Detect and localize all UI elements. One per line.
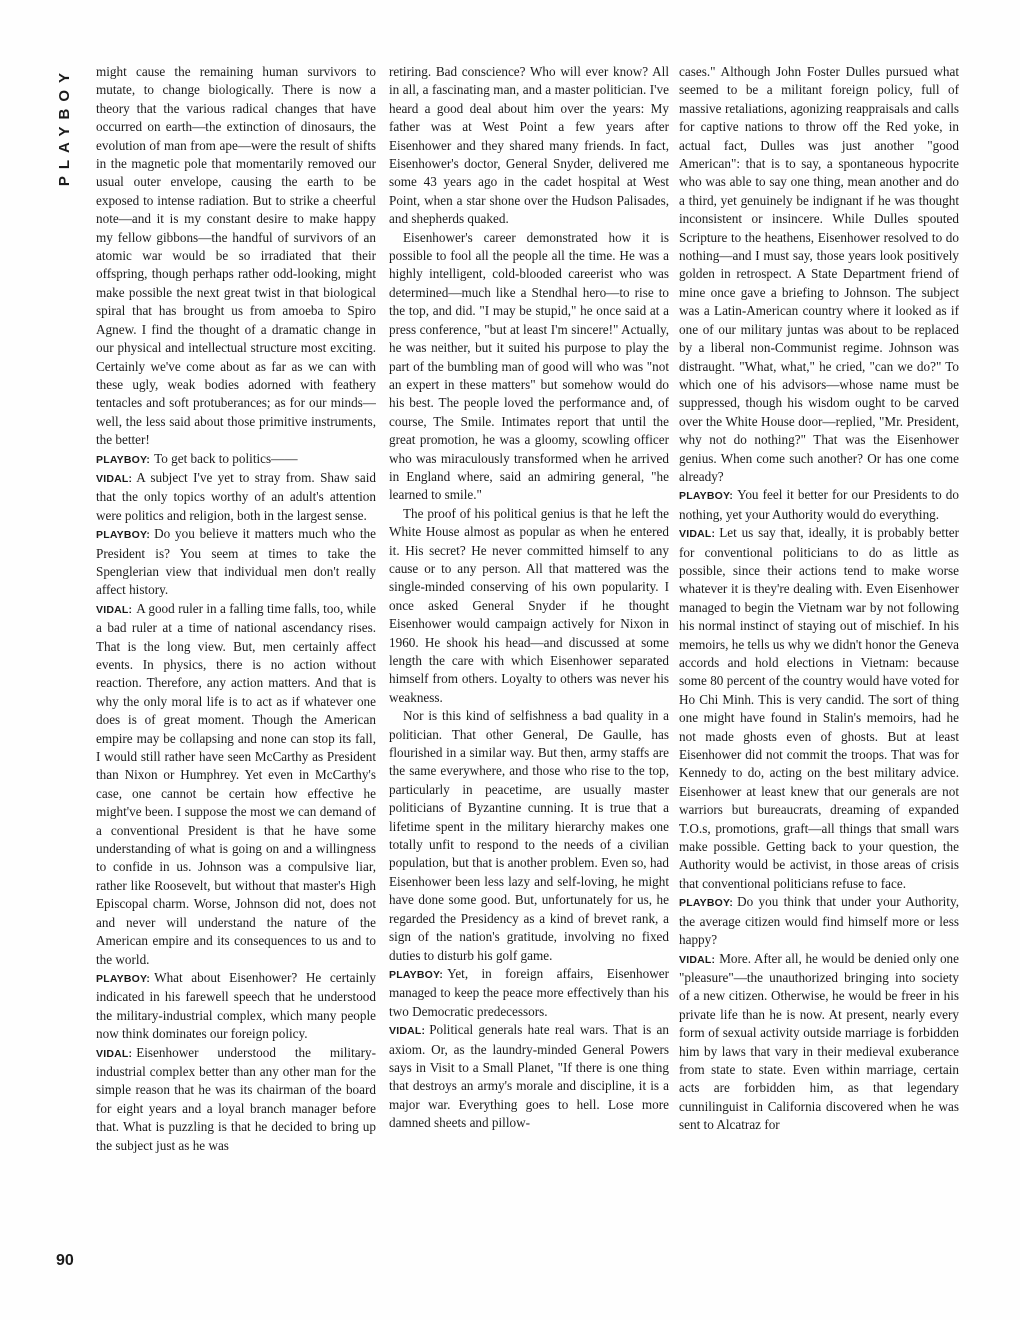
paragraph-text: Do you believe it matters much who the President is? You seem at times to take the Spenglerian view that individual men don't really affect history. xyxy=(96,526,376,598)
speaker-label: PLAYBOY: xyxy=(96,453,151,466)
paragraph-text: retiring. Bad conscience? Who will ever know? All in all, a fascinating man, and a master politician. I've heard a good deal about him over the years: My father was at West Point a few years after Eisenhower and they shared many friends. In fact, Eisenhower's doctor, General Snyder, delivered me some 43 years ago in the cadet hospital at West Point, when a star shone over the Hudson Palisades, and shepherds quaked. xyxy=(389,64,669,227)
paragraph xyxy=(96,600,376,969)
paragraph-text: A good ruler in a falling time falls, too, while a bad ruler at a time of national ascendancy rises. That is the long view. But, men certainly affect events. In physics, there is no action without reaction. Therefore, any action matters. And that is why the only moral life is to act as if whatever one does is of great moment. Though the American empire may be collapsing and none can stop its fall, I would still rather have seen McCarthy as President than Nixon or Humphrey. Yet even in McCarthy's case, one cannot be certain how effective he might've been. I suppose the most we can demand of a conventional President is that he have some understanding of what is going on and a willingness to confide in us. Johnson was a compulsive liar, rather like Roosevelt, but without that master's High Episcopal charm. Worse, Johnson did not, does not and never will understand the nature of the American empire and its consequences to us and to the world. xyxy=(96,600,376,967)
speaker-label: VIDAL: xyxy=(389,1025,426,1038)
paragraph-text: What about Eisenhower? He certainly indicated in his farewell speech that he understood the military-industrial complex, which many people now think dominates our foreign policy. xyxy=(96,969,376,1042)
paragraph xyxy=(96,1044,376,1155)
speaker-label: PLAYBOY: xyxy=(389,968,444,981)
paragraph xyxy=(389,965,669,1021)
speaker-label: PLAYBOY: xyxy=(96,972,151,985)
paragraph-text: Political generals hate real wars. That is an axiom. Or, as the laundry-minded General Powers says in Visit to a Small Planet, "If there is one thing that destroys an army's morale and discipline, it is a major war. Everything goes to hell. Lose more damned sheets and pillow- xyxy=(389,1022,669,1131)
speaker-label: VIDAL: xyxy=(96,472,133,485)
paragraph xyxy=(679,524,959,893)
paragraph xyxy=(96,450,376,469)
paragraph xyxy=(389,63,669,229)
paragraph xyxy=(389,1021,669,1132)
paragraph xyxy=(679,950,959,1135)
paragraph-text: cases." Although John Foster Dulles pursued what seemed to be a militant foreign policy, full of massive retaliations, agonizing reappraisals and calls for captive nations to throw off the Red yoke, in actual fact, Dulles was just another "good American": that is to say, a spontaneous hypocrite who was able to say one thing, mean another and do a third, yet genuinely be indignant if he was thought inconsistent or insincere. While Dulles spouted Scripture to the heathens, Eisenhower resolved to do nothing—and I must say, those years look positively golden in retrospect. A State Department friend of mine once gave a briefing to Johnson. The subject was a Latin-American country where it looked as if one of our military juntas was about to be replaced by a liberal non-Communist regime. Johnson was distraught. "What, what," he cried, "can we do?" To which one of his advisors—whose name must be suppressed, though his wisdom ought to be carved over the White House door—replied, "Mr. President, why not do nothing?" That was the Eisenhower genius. When come such another? Or has one come already? xyxy=(679,64,959,484)
text-column-2 xyxy=(389,63,669,1273)
paragraph-text: Yet, in foreign affairs, Eisenhower managed to keep the peace more effectively than his two Democratic predecessors. xyxy=(389,965,669,1019)
paragraph-text: Do you think that under your Authority, the average citizen would find himself more or less happy? xyxy=(679,894,959,948)
magazine-name: PLAYBOY xyxy=(56,66,73,187)
paragraph-text: Eisenhower understood the military-industrial complex better than any other man for the simple reason that he was its chairman of the board for eight years and a loyal branch manager before that. What is puzzling is that he decided to bring up the subject just as he was xyxy=(96,1044,376,1153)
paragraph xyxy=(96,969,376,1044)
paragraph xyxy=(389,505,669,707)
paragraph xyxy=(96,469,376,525)
paragraph-text: Eisenhower's career demonstrated how it is possible to fool all the people all the time. He was a highly intelligent, cold-blooded careerist who was determined—much like a Stendhal hero—to rise to the top, and did. "I may be stupid," he once said at a press conference, "but at least I'm sincere!" Actually, he was neither, but it suited his purpose to play the part of the bumbling man of good will who was "not an expert in these matters" but somehow would do his best. The people loved the performance and, of course, The Smile. Intimates report that until the great promotion, he was a gloomy, scowling officer who was miraculously transformed when he arrived in England where, said an admiring general, "he learned to smile." xyxy=(389,229,669,503)
paragraph xyxy=(679,893,959,949)
paragraph-text: might cause the remaining human survivors to mutate, to change biologically. There is now a theory that the various radical changes that have occurred on earth—the extinction of dinosaurs, the evolution of man from ape—were the result of shifts in the magnetic pole that momentarily removed our usual outer envelope, causing the earth to be exposed to intense radiation. But to strike a cheerful note—and it is my constant desire to make happy my fellow gibbons—the handful of survivors of an atomic war would be so irradiated that their offspring, though perhaps rather odd-looking, might make possible the next great twist in that biological spiral that has brought us from amoeba to Spiro Agnew. I find the thought of a dramatic change in our physical and intellectual structure most exciting. Certainly we've come about as far as we can with these ugly, weak bodies adorned with feathery tentacles and soft protuberances; as for our minds—well, the less said about those primitive instruments, the better! xyxy=(96,64,376,448)
paragraph-text: The proof of his political genius is that he left the White House almost as popular as when he entered it. His secret? He never committed himself to any cause or to any person. All that mattered was the single-minded conserving of his own popularity. I once asked General Snyder if he thought Eisenhower would campaign actively for Nixon in 1960. He shook his head—and discussed at some length the care with which Eisenhower separated himself from others. Loyalty to others was never his weakness. xyxy=(389,505,669,705)
speaker-label: VIDAL: xyxy=(679,528,716,541)
speaker-label: PLAYBOY: xyxy=(96,529,151,542)
paragraph-text: You feel it better for our Presidents to do nothing, yet your Authority would do everything. xyxy=(679,487,959,522)
text-column-3 xyxy=(679,63,959,1273)
speaker-label: VIDAL: xyxy=(679,953,716,966)
paragraph xyxy=(96,63,376,450)
paragraph-text: A subject I've yet to stray from. Shaw said that the only topics worthy of an adult's attention were politics and religion, both in the largest sense. xyxy=(96,469,376,523)
paragraph-text: More. After all, he would be denied only one "pleasure"—the unauthorized bringing into society of a new citizen. Otherwise, he would be freer in his private life than he is now. At present, nearly every form of sexual activity outside marriage is forbidden him by laws that vary in their medieval exuberance from state to state. Even within marriage, certain acts are forbidden him, as that legendary cunnilinguist in California discovered when he was sent to Alcatraz for xyxy=(679,950,959,1133)
paragraph-text: Nor is this kind of selfishness a bad quality in a politician. That other General, De Gaulle, has flourished in a similar way. But then, army staffs are the same everywhere, and those who rise to the top, particularly in peacetime, are usually master politicians of Byzantine cunning. It is true that a lifetime spent in the military hierarchy makes one totally unfit to respond to the needs of a civilian population, but that is another problem. Even so, had Eisenhower been less lazy and self-loving, he might have done some good. But, unfortunately for us, he regarded the Presidency as a kind of brevet rank, a sign of the nation's gratitude, involving no fixed duties to disturb his golf game. xyxy=(389,708,669,963)
page-number: 90 xyxy=(56,1252,74,1269)
speaker-label: PLAYBOY: xyxy=(679,897,734,910)
paragraph xyxy=(679,63,959,486)
paragraph xyxy=(389,707,669,965)
text-column-1 xyxy=(96,63,376,1273)
paragraph xyxy=(679,486,959,524)
speaker-label: VIDAL: xyxy=(96,1047,133,1060)
paragraph-text: Let us say that, ideally, it is probably better for conventional politicians to do as little as possible, since their actions tend to make worse whatever it is they're dealing with. Even Eisenhower managed to begin the Vietnam war by not following his normal instinct of staying out of mischief. In his memoirs, he tells us why we didn't honor the Geneva accords and hold elections in Vietnam: because some 80 percent of the country would have voted for Ho Chi Minh. This is very candid. The sort of thing one might have found in Stalin's memoirs, had he not made ghosts even of ghosts. But at least Eisenhower did not commit the troops. That was for Kennedy to do, acting on the best military advice. Eisenhower at least knew that our generals are not warriors but bureaucrats, dreaming of expanded T.O.s, promotions, graft—all things that small wars make possible. Getting back to your question, the Authority would be activist, in those areas of crisis that conventional politicians refuse to face. xyxy=(679,525,959,891)
speaker-label: VIDAL: xyxy=(96,603,133,616)
paragraph xyxy=(96,525,376,600)
paragraph-text: To get back to politics—— xyxy=(154,450,298,466)
paragraph xyxy=(389,229,669,505)
speaker-label: PLAYBOY: xyxy=(679,490,734,503)
